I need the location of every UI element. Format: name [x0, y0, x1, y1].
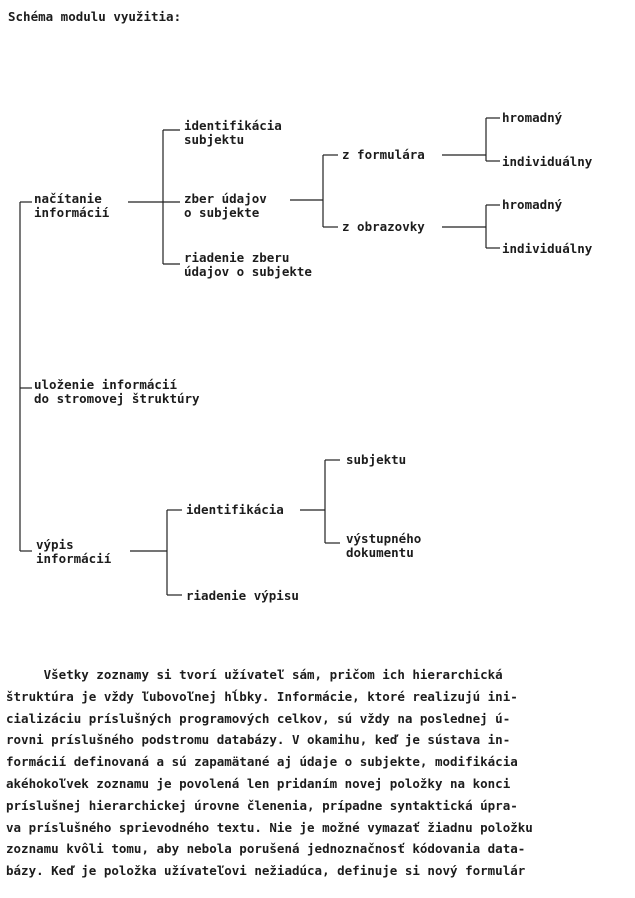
page-heading: Schéma modulu využitia: — [8, 9, 182, 24]
paragraph-line: va príslušného sprievodného textu. Nie je možné vymazať žiadnu položku — [6, 819, 533, 835]
node-zber-udajov-line-2: o subjekte — [184, 205, 260, 220]
node-vystupneho-dokumentu — [346, 532, 421, 560]
node-nacitanie — [34, 192, 109, 220]
node-riadenie-zberu — [184, 251, 312, 279]
node-riadenie-zberu-line-1: riadenie zberu — [184, 250, 290, 265]
node-identifikacia-subjektu-line-2: subjektu — [184, 132, 245, 147]
node-nacitanie-line-1: načítanie — [34, 191, 102, 206]
node-hromadny-1: hromadný — [502, 110, 563, 125]
paragraph-line: Všetky zoznamy si tvorí užívateľ sám, pričom ich hierarchická — [6, 667, 503, 682]
node-identifikacia-subjektu — [184, 119, 282, 147]
node-z-obrazovky: z obrazovky — [342, 219, 425, 234]
node-identifikacia-subjektu-line-1: identifikácia — [184, 118, 282, 133]
paragraph-line: rovni príslušného podstromu databázy. V okamihu, keď je sústava in- — [6, 732, 511, 748]
node-zber-udajov — [184, 192, 267, 220]
node-vypis-line-1: výpis — [36, 537, 74, 552]
node-vypis — [36, 538, 111, 566]
node-individualny-2: individuálny — [502, 241, 593, 256]
node-ulozenie-line-1: uloženie informácií — [34, 377, 177, 392]
node-zber-udajov-line-1: zber údajov — [184, 191, 267, 206]
node-hromadny-2: hromadný — [502, 197, 563, 212]
node-riadenie-zberu-line-2: údajov o subjekte — [184, 264, 312, 279]
node-subjektu: subjektu — [346, 452, 407, 467]
paragraph-line: štruktúra je vždy ľubovoľnej hĺbky. Informácie, ktoré realizujú ini- — [6, 688, 518, 704]
paragraph-line: formácií definovaná a sú zapamätané aj údaje o subjekte, modifikácia — [6, 754, 518, 770]
paragraph-line: zoznamu kvôli tomu, aby nebola porušená jednoznačnosť kódovania data- — [6, 841, 526, 857]
node-vystupneho-line-2: dokumentu — [346, 545, 414, 560]
node-riadenie-vypisu: riadenie výpisu — [186, 588, 299, 603]
node-vypis-line-2: informácií — [36, 551, 112, 566]
node-z-formulara: z formulára — [342, 147, 425, 162]
paragraph-line: bázy. Keď je položka užívateľovi nežiadúca, definuje si nový formulár — [6, 863, 526, 879]
node-vystupneho-line-1: výstupného — [346, 531, 422, 546]
node-nacitanie-line-2: informácií — [34, 205, 110, 220]
node-ulozenie — [34, 378, 200, 406]
paragraph-line: príslušnej hierarchickej úrovne členenia, prípadne syntaktická úpra- — [6, 797, 518, 813]
node-individualny-1: individuálny — [502, 154, 593, 169]
paragraph-line: cializáciu príslušných programových celkov, sú vždy na poslednej ú- — [6, 710, 511, 726]
node-identifikacia: identifikácia — [186, 502, 284, 517]
paragraph-line: akéhokoľvek zoznamu je povolená len pridaním novej položky na konci — [6, 775, 511, 791]
body-paragraph — [6, 664, 630, 882]
node-ulozenie-line-2: do stromovej štruktúry — [34, 391, 200, 406]
